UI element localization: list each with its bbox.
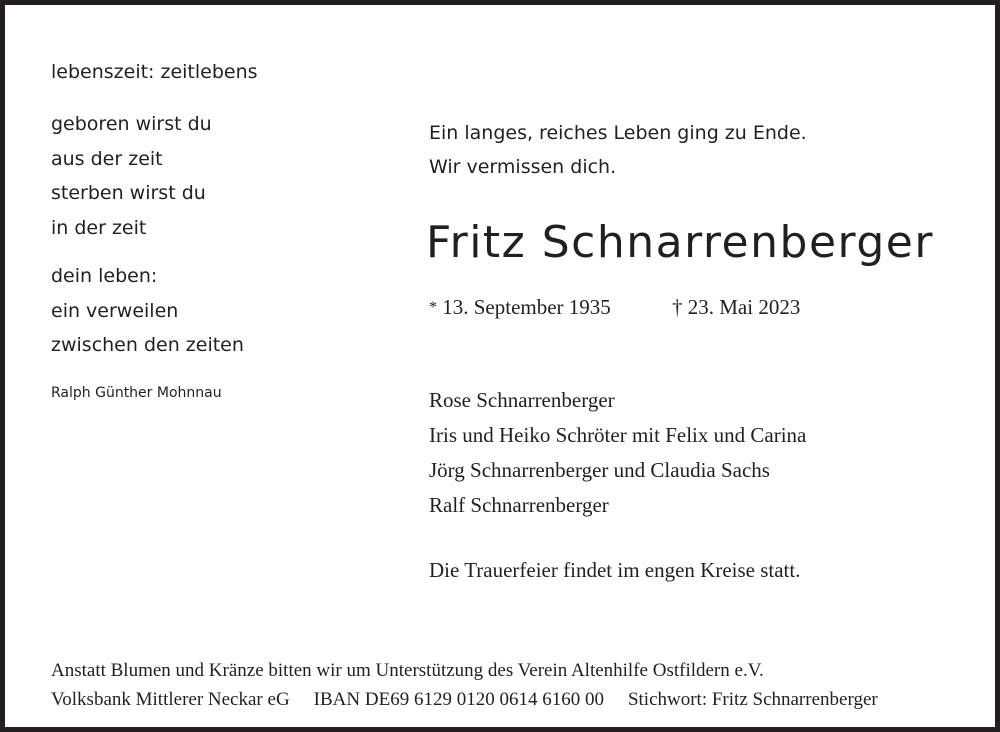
poem-line: geboren wirst du [51,113,212,135]
death-date-text: 23. Mai 2023 [687,295,801,319]
ceremony-note: Die Trauerfeier findet im engen Kreise statt. [429,558,801,582]
poem-line: in der zeit [51,216,147,239]
intro-line: Ein langes, reiches Leben ging zu Ende. [429,122,807,144]
poem-line: dein leben: [51,265,158,287]
poem-line: sterben wirst du [51,182,206,204]
obituary-notice [5,5,995,727]
bank-name: Volksbank Mittlerer Neckar eG [51,689,290,710]
donation-request [51,656,878,685]
deceased-name: Fritz Schnarrenberger [426,217,934,268]
donation-footer [51,656,878,714]
intro-text [429,116,807,184]
poem-stanza-1 [51,107,212,245]
poem-line: zwischen den zeiten [51,334,244,356]
poem-line: ein verweilen [51,299,179,322]
mourner: Jörg Schnarrenberger und Claudia Sachs [429,458,770,482]
death-cross-icon: † [672,295,683,319]
death-date [672,295,800,320]
poem-line: aus der zeit [51,147,163,170]
poem-author: Ralph Günther Mohnnau [51,385,222,401]
mourner: Iris und Heiko Schröter mit Felix und Carina [429,423,807,447]
birth-star-icon: * [429,299,437,316]
birth-date [429,295,672,320]
mourner: Ralf Schnarrenberger [429,493,609,517]
life-dates [429,295,800,320]
poem-stanza-2 [51,259,244,363]
donation-request-text: Anstatt Blumen und Kränze bitten wir um Unterstützung des Verein Altenhilfe Ostfildern e.V. [51,660,764,681]
iban: IBAN DE69 6129 0120 0614 6160 00 [313,689,604,710]
mourners-list [429,383,806,523]
intro-line: Wir vermissen dich. [429,156,617,178]
bank-details [51,685,878,714]
birth-date-text: 13. September 1935 [442,295,611,319]
poem-title: lebenszeit: zeitlebens [51,61,258,83]
donation-reference: Stichwort: Fritz Schnarrenberger [627,689,878,710]
mourner: Rose Schnarrenberger [429,388,615,412]
